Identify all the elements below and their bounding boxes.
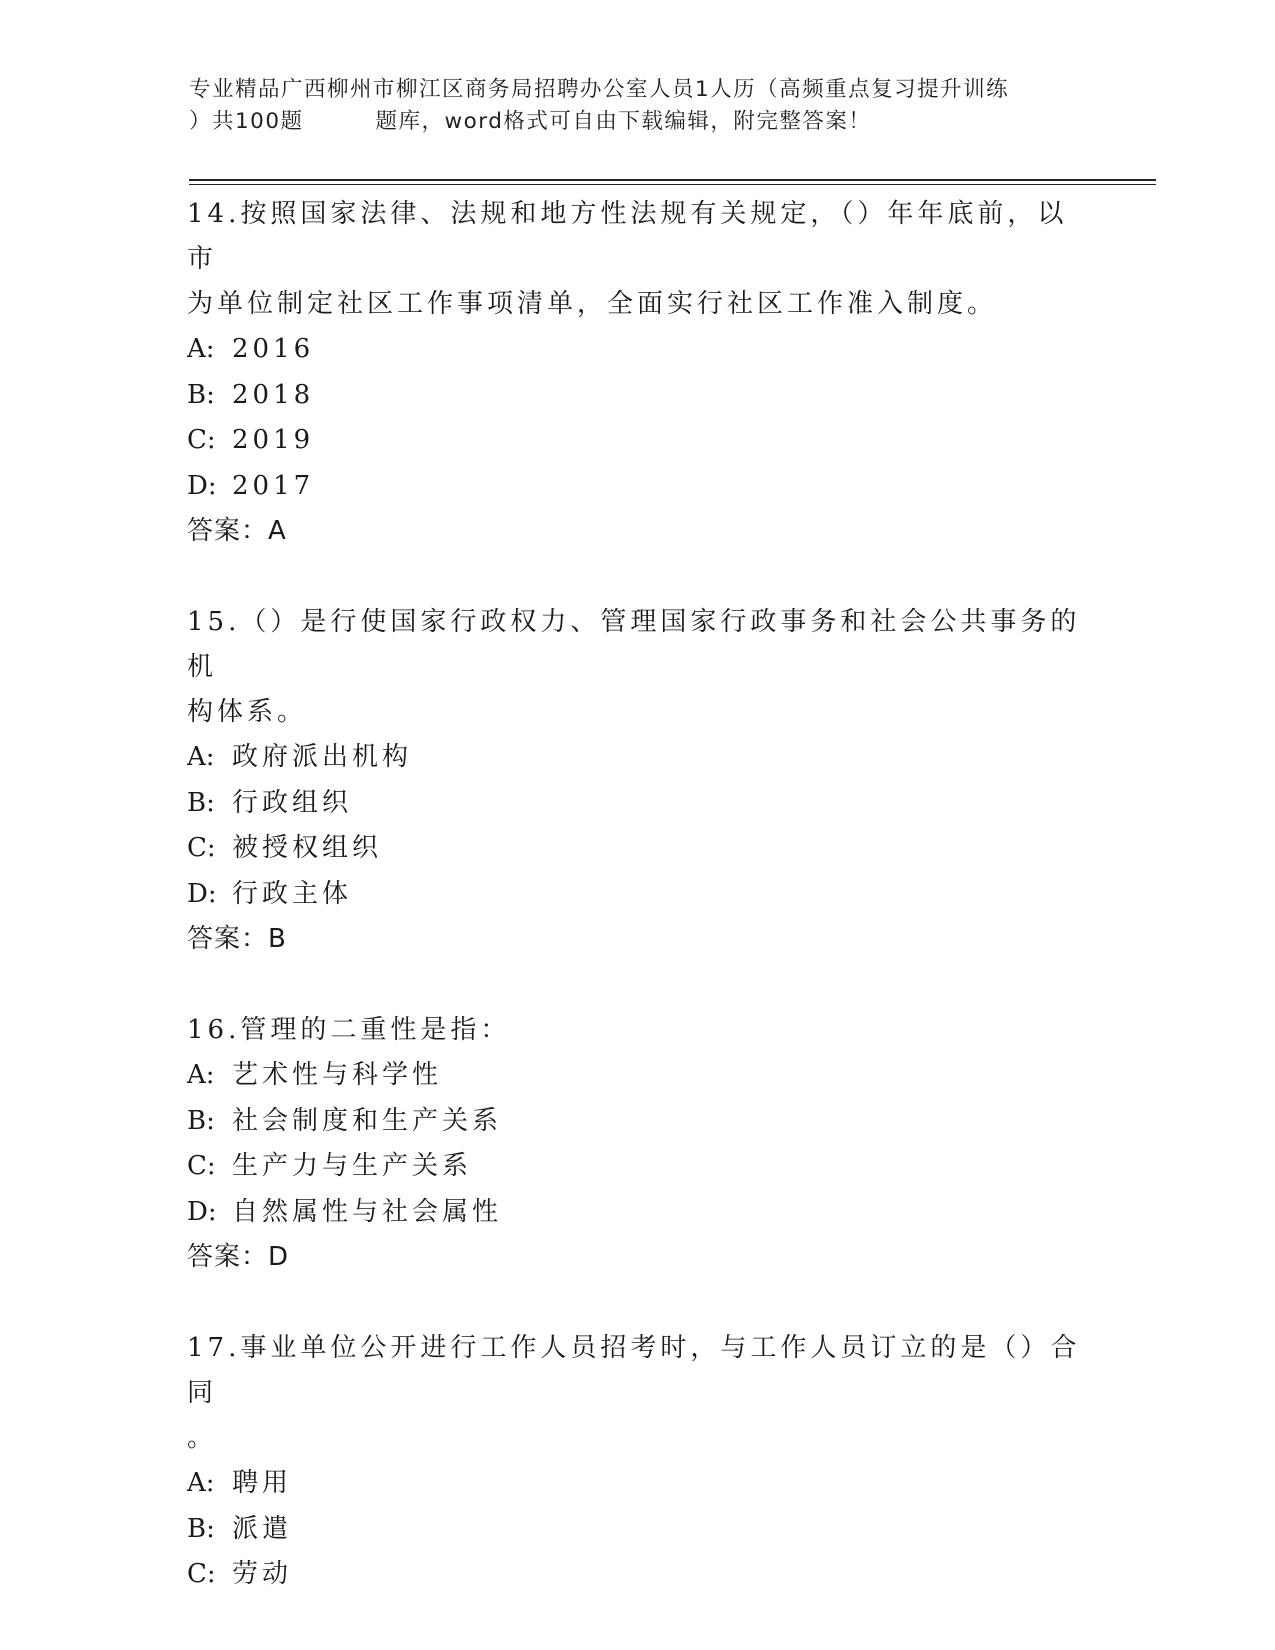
option-label: D:	[187, 470, 217, 501]
option-label: C:	[187, 1559, 216, 1589]
question-text-line: 构体系。	[187, 697, 308, 727]
option-text: 政府派出机构	[232, 742, 413, 772]
option-text: 自然属性与社会属性	[232, 1196, 503, 1227]
question-text-line: 15.（）是行使国家行政权力、管理国家行政事务和社会公共事务的机	[187, 607, 1081, 682]
question-text-line: 。	[187, 1423, 218, 1453]
option-label: D:	[187, 878, 217, 909]
header-title-line-2-part-1: ）共100题	[189, 109, 304, 134]
option-label: D:	[187, 1196, 217, 1227]
option-c	[187, 418, 1087, 464]
answer-line: 答案：B	[187, 924, 287, 954]
option-label: C:	[187, 833, 216, 863]
question-text-line: 16.管理的二重性是指：	[187, 1015, 511, 1045]
option-d	[187, 1190, 1087, 1236]
option-text: 劳动	[232, 1559, 293, 1589]
header-title-line-2-part-2: 题库，word格式可自由下载编辑，附完整答案！	[375, 109, 872, 134]
option-d	[187, 464, 1087, 510]
option-a	[187, 1461, 1087, 1507]
option-text: 聘用	[232, 1468, 293, 1498]
answer-line: 答案：D	[187, 1242, 290, 1272]
option-text: 2016	[232, 334, 315, 364]
header-divider	[189, 179, 1156, 181]
question-17	[187, 1326, 1087, 1598]
option-text: 行政主体	[232, 878, 353, 909]
option-text: 派遣	[232, 1513, 293, 1544]
option-text: 2018	[232, 379, 315, 410]
option-label: A:	[187, 334, 215, 364]
option-b	[187, 781, 1087, 827]
header-title-line-2	[189, 106, 1089, 138]
option-label: B:	[187, 1105, 215, 1136]
option-label: C:	[187, 425, 216, 455]
question-14	[187, 192, 1087, 554]
option-b	[187, 1099, 1087, 1145]
option-a	[187, 1053, 1087, 1099]
answer-line: 答案：A	[187, 516, 287, 546]
document-header	[189, 74, 1089, 138]
option-label: B:	[187, 787, 215, 818]
option-text: 艺术性与科学性	[232, 1060, 443, 1090]
option-label: C:	[187, 1151, 216, 1181]
option-c	[187, 826, 1087, 872]
question-text-line: 17.事业单位公开进行工作人员招考时，与工作人员订立的是（）合同	[187, 1333, 1081, 1408]
option-d	[187, 872, 1087, 918]
option-text: 2017	[232, 470, 315, 501]
option-label: A:	[187, 1468, 215, 1498]
question-16	[187, 1008, 1087, 1280]
option-label: A:	[187, 1060, 215, 1090]
option-b	[187, 373, 1087, 419]
question-text-line: 为单位制定社区工作事项清单，全面实行社区工作准入制度。	[187, 289, 998, 319]
header-divider-thin	[189, 184, 1156, 185]
question-list	[187, 192, 1087, 1598]
option-c	[187, 1144, 1087, 1190]
option-c	[187, 1552, 1087, 1598]
option-text: 生产力与生产关系	[232, 1151, 473, 1181]
option-text: 社会制度和生产关系	[232, 1105, 503, 1136]
option-label: B:	[187, 1513, 215, 1544]
option-label: A:	[187, 742, 215, 772]
option-text: 2019	[232, 425, 315, 455]
header-title-line-1: 专业精品广西柳州市柳江区商务局招聘办公室人员1人历（高频重点复习提升训练	[189, 77, 1010, 102]
option-a	[187, 735, 1087, 781]
question-text-line: 14.按照国家法律、法规和地方性法规有关规定，（）年年底前，以市	[187, 199, 1068, 274]
option-a	[187, 327, 1087, 373]
option-text: 被授权组织	[232, 833, 383, 863]
question-15	[187, 600, 1087, 962]
option-b	[187, 1507, 1087, 1553]
option-label: B:	[187, 379, 215, 410]
option-text: 行政组织	[232, 787, 353, 818]
